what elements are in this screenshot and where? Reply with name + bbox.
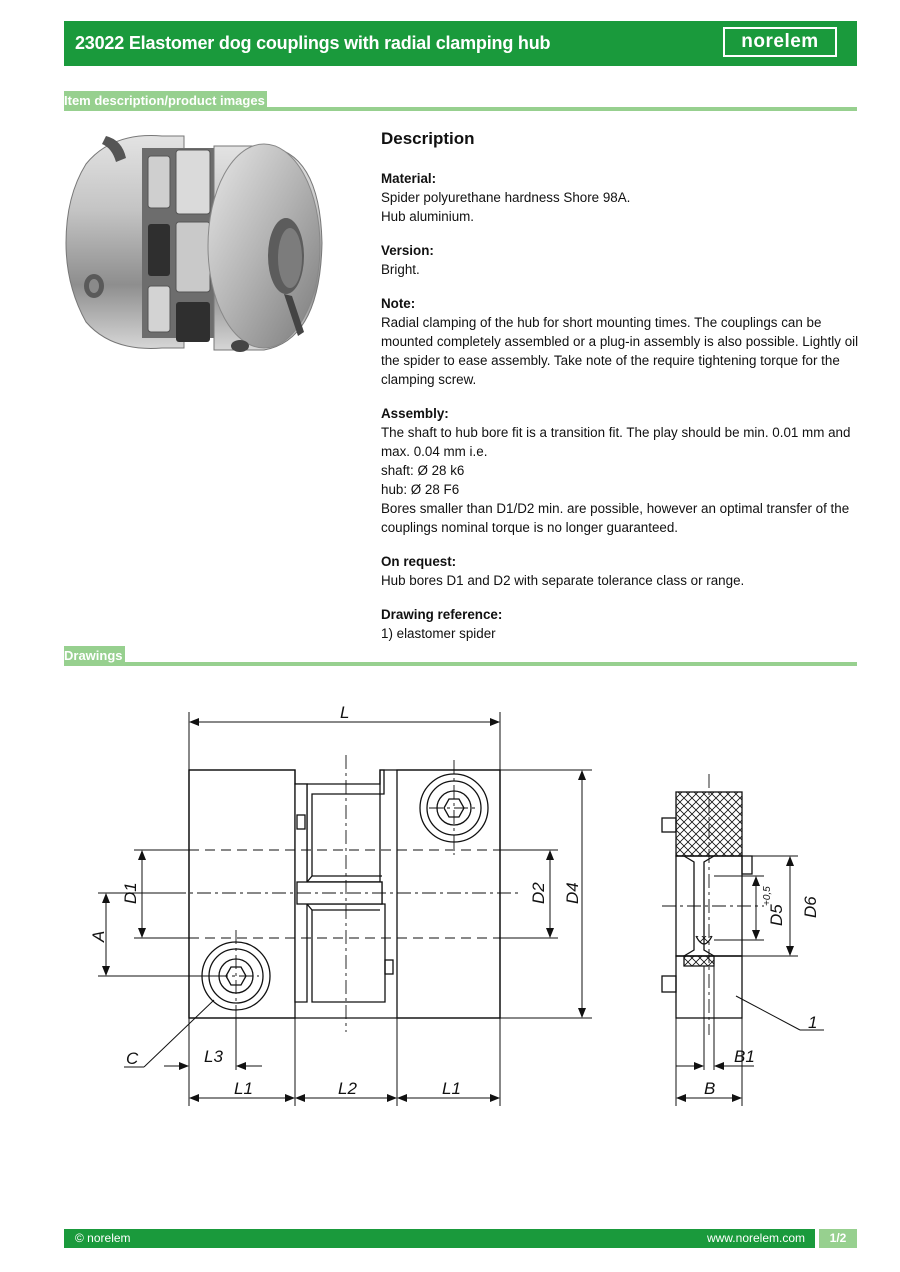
dim-label-D5-tolerance: +0,5 <box>762 886 773 906</box>
dim-label-L1-left: L1 <box>234 1079 253 1098</box>
block-title: Version: <box>381 243 434 258</box>
copyright: © norelem <box>75 1231 131 1245</box>
material-block <box>381 169 861 226</box>
section-label: Item description/product images <box>64 91 267 111</box>
technical-drawing <box>64 690 857 1120</box>
dim-label-L: L <box>340 703 350 722</box>
block-title: Material: <box>381 171 437 186</box>
block-line: shaft: Ø 28 k6 <box>381 463 465 478</box>
dim-label-L2: L2 <box>338 1079 357 1098</box>
dim-label-A: A <box>89 930 108 942</box>
block-line: hub: Ø 28 F6 <box>381 482 460 497</box>
version-block <box>381 241 861 279</box>
note-block <box>381 294 861 389</box>
reference-label-1: 1 <box>808 1013 818 1032</box>
footer-bar <box>64 1229 857 1248</box>
website-link[interactable]: www.norelem.com <box>706 1231 805 1245</box>
description-heading: Description <box>381 129 475 148</box>
section-header-drawings <box>64 646 857 666</box>
page-title: 23022 Elastomer dog couplings with radial clamping hub <box>75 33 551 53</box>
block-line: The shaft to hub bore fit is a transition fit. The play should be min. 0.01 mm and max. 0.04 mm i.e. <box>381 425 851 459</box>
block-line: Bright. <box>381 262 420 277</box>
dim-label-D1: D1 <box>121 882 140 904</box>
drawing-reference-block <box>381 605 861 643</box>
dim-label-L1-right: L1 <box>442 1079 461 1098</box>
block-line: Radial clamping of the hub for short mounting times. The couplings can be mounted completely assembled or a plug-in assembly is also possible. Lightly oil the spider to ease assembly. Take note of the require tightening torque for the clamping screw. <box>381 315 859 387</box>
description-panel <box>381 128 861 658</box>
norelem-logo: norelem <box>723 27 837 57</box>
dim-label-B: B <box>704 1079 716 1098</box>
block-line: Hub aluminium. <box>381 209 475 224</box>
section-header-item-description <box>64 91 857 111</box>
header-bar <box>64 21 857 66</box>
dim-label-C: C <box>126 1049 139 1068</box>
block-title: Drawing reference: <box>381 607 503 622</box>
on-request-block <box>381 552 861 590</box>
dim-label-B1: B1 <box>734 1047 755 1066</box>
dim-label-D2: D2 <box>529 882 548 904</box>
dim-label-L3: L3 <box>204 1047 223 1066</box>
block-title: Note: <box>381 296 416 311</box>
section-rule <box>64 662 857 666</box>
section-label: Drawings <box>64 646 125 666</box>
block-title: Assembly: <box>381 406 449 421</box>
page-number: 1/2 <box>819 1229 857 1248</box>
block-line: Spider polyurethane hardness Shore 98A. <box>381 190 631 205</box>
assembly-block <box>381 404 861 537</box>
dim-label-D5: D5 <box>767 904 786 926</box>
block-line: 1) elastomer spider <box>381 626 496 641</box>
block-line: Bores smaller than D1/D2 min. are possible, however an optimal transfer of the couplings nominal torque is no longer guaranteed. <box>381 501 850 535</box>
dim-label-D6: D6 <box>801 896 820 918</box>
dim-label-D4: D4 <box>563 882 582 904</box>
product-image <box>64 126 326 366</box>
block-line: Hub bores D1 and D2 with separate tolerance class or range. <box>381 573 745 588</box>
block-title: On request: <box>381 554 457 569</box>
